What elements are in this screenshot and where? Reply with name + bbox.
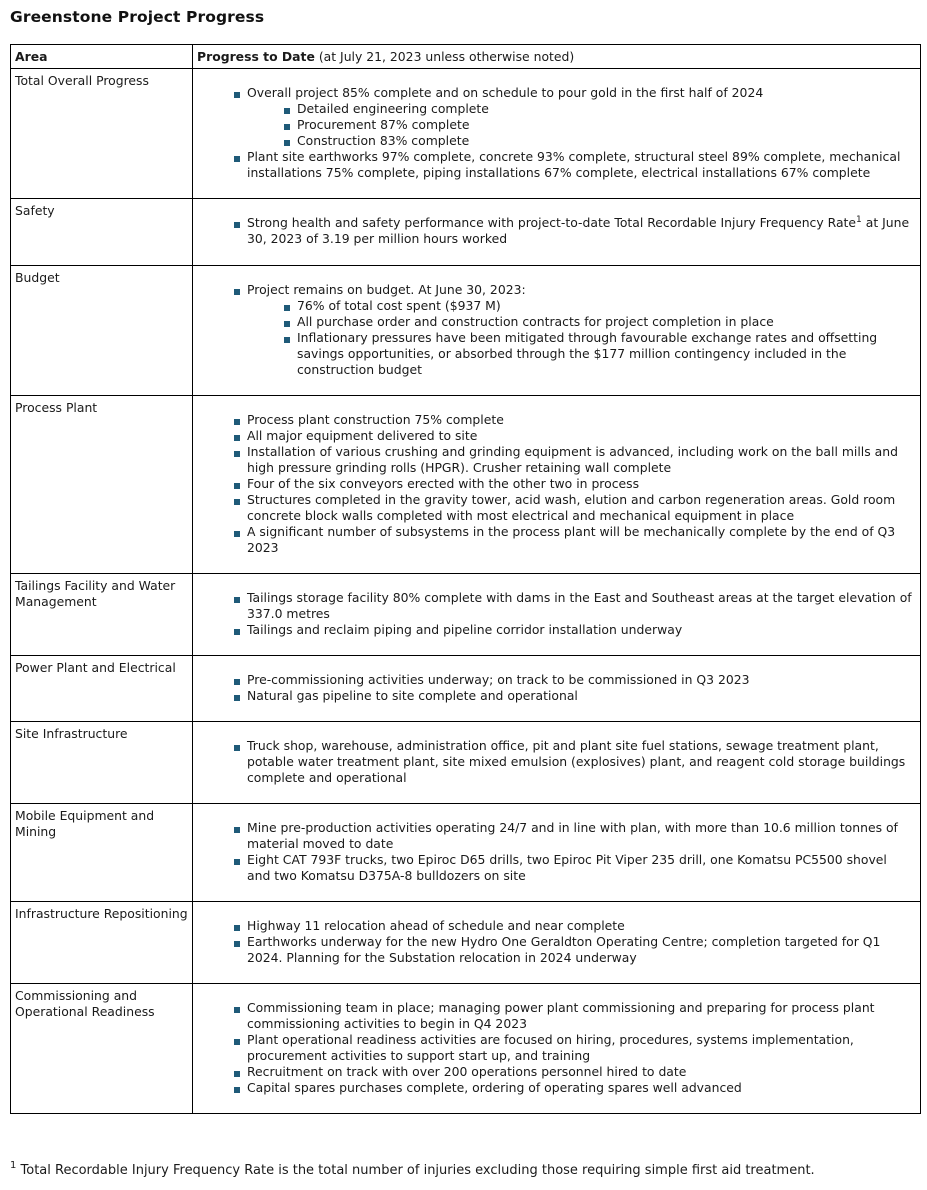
area-cell: Mobile Equipment and Mining (11, 804, 193, 902)
progress-cell (193, 656, 921, 722)
list-item: Commissioning team in place; managing power plant commissioning and preparing for process plant commissioning activities to begin in Q4 2023 (247, 1000, 912, 1032)
footnote (10, 1160, 815, 1179)
list-item (247, 215, 912, 247)
bullet-list (193, 672, 912, 704)
progress-cell (193, 266, 921, 396)
list-item: Four of the six conveyors erected with the other two in process (247, 476, 912, 492)
area-cell: Site Infrastructure (11, 722, 193, 804)
list-item-text: Strong health and safety performance with project-to-date Total Recordable Injury Frequency Rate (247, 215, 857, 230)
list-item: Mine pre-production activities operating 24/7 and in line with plan, with more than 10.6 million tonnes of material moved to date (247, 820, 912, 852)
bullet-list (193, 412, 912, 556)
progress-cell (193, 199, 921, 266)
progress-cell (193, 902, 921, 984)
table-row-tailings-facility (11, 574, 921, 656)
table-row-mobile-equipment (11, 804, 921, 902)
footnote-marker: 1 (10, 1160, 17, 1171)
list-item: Highway 11 relocation ahead of schedule and near complete (247, 918, 912, 934)
footnote-text: Total Recordable Injury Frequency Rate is the total number of injuries excluding those requiring simple first aid treatment. (16, 1163, 815, 1178)
sub-list-item: 76% of total cost spent ($937 M) (297, 298, 912, 314)
list-item: Pre-commissioning activities underway; on track to be commissioned in Q3 2023 (247, 672, 912, 688)
list-item: Natural gas pipeline to site complete and operational (247, 688, 912, 704)
table-row-total-overall-progress (11, 69, 921, 199)
table-row-site-infrastructure (11, 722, 921, 804)
table-row-safety (11, 199, 921, 266)
area-cell: Power Plant and Electrical (11, 656, 193, 722)
list-item: Structures completed in the gravity tower, acid wash, elution and carbon regeneration areas. Gold room concrete block walls completed with most electrical and mechanical equipment in place (247, 492, 912, 524)
table-row-infrastructure-repositioning (11, 902, 921, 984)
bullet-list (193, 215, 912, 247)
sub-list-item: Inflationary pressures have been mitigated through favourable exchange rates and offsetting savings opportunities, or absorbed through the $177 million contingency included in the construction budget (297, 330, 912, 378)
progress-cell (193, 804, 921, 902)
list-item-text-continued: at June 30, 2023 of 3.19 per million hours worked (247, 215, 910, 246)
bullet-list (193, 590, 912, 638)
column-header-area (11, 45, 193, 69)
area-cell: Safety (11, 199, 193, 266)
sub-list-item: Detailed engineering complete (297, 101, 912, 117)
list-item: Plant site earthworks 97% complete, concrete 93% complete, structural steel 89% complete, mechanical installations 75% complete, piping installations 67% complete, electrical installations 67% complete (247, 149, 912, 181)
list-item-text: Project remains on budget. At June 30, 2023: (247, 282, 526, 297)
area-cell: Infrastructure Repositioning (11, 902, 193, 984)
bullet-list (193, 1000, 912, 1096)
area-cell: Total Overall Progress (11, 69, 193, 199)
sub-bullet-list (247, 298, 912, 378)
progress-header-note: (at July 21, 2023 unless otherwise noted) (318, 49, 575, 64)
bullet-list (193, 918, 912, 966)
table-header-row (11, 45, 921, 69)
list-item: Installation of various crushing and grinding equipment is advanced, including work on the ball mills and high pressure grinding rolls (HPGR). Crusher retaining wall complete (247, 444, 912, 476)
area-cell: Budget (11, 266, 193, 396)
area-cell: Process Plant (11, 396, 193, 574)
list-item-text: Overall project 85% complete and on schedule to pour gold in the first half of 2024 (247, 85, 764, 100)
progress-cell (193, 69, 921, 199)
sub-list-item: Construction 83% complete (297, 133, 912, 149)
area-cell: Tailings Facility and Water Management (11, 574, 193, 656)
list-item: Tailings and reclaim piping and pipeline corridor installation underway (247, 622, 912, 638)
list-item: A significant number of subsystems in the process plant will be mechanically complete by the end of Q3 2023 (247, 524, 912, 556)
page-title: Greenstone Project Progress (10, 8, 265, 26)
sub-bullet-list (247, 101, 912, 149)
progress-cell (193, 722, 921, 804)
bullet-list (193, 820, 912, 884)
bullet-list (193, 282, 912, 378)
area-header-label: Area (15, 49, 48, 64)
progress-cell (193, 984, 921, 1114)
progress-cell (193, 396, 921, 574)
list-item: All major equipment delivered to site (247, 428, 912, 444)
list-item: Tailings storage facility 80% complete with dams in the East and Southeast areas at the target elevation of 337.0 metres (247, 590, 912, 621)
table-row-process-plant (11, 396, 921, 574)
progress-header-label: Progress to Date (197, 49, 315, 64)
list-item: Plant operational readiness activities are focused on hiring, procedures, systems implementation, procurement activities to support start up, and training (247, 1032, 912, 1064)
list-item (247, 282, 912, 378)
sub-list-item: Procurement 87% complete (297, 117, 912, 133)
footnote-reference: 1 (856, 215, 862, 225)
progress-table (10, 44, 921, 1114)
column-header-progress (193, 45, 921, 69)
list-item: Truck shop, warehouse, administration office, pit and plant site fuel stations, sewage treatment plant, potable water treatment plant, site mixed emulsion (explosives) plant, and reagent cold storage buildings complete and operational (247, 738, 912, 786)
bullet-list (193, 85, 912, 181)
table-row-power-plant (11, 656, 921, 722)
progress-cell (193, 574, 921, 656)
area-cell: Commissioning and Operational Readiness (11, 984, 193, 1114)
sub-list-item: All purchase order and construction contracts for project completion in place (297, 314, 912, 330)
table-row-budget (11, 266, 921, 396)
list-item: Process plant construction 75% complete (247, 412, 912, 428)
bullet-list (193, 738, 912, 786)
list-item: Eight CAT 793F trucks, two Epiroc D65 drills, two Epiroc Pit Viper 235 drill, one Komatsu PC5500 shovel and two Komatsu D375A-8 bulldozers on site (247, 852, 912, 884)
list-item: Capital spares purchases complete, ordering of operating spares well advanced (247, 1080, 912, 1096)
list-item: Recruitment on track with over 200 operations personnel hired to date (247, 1064, 912, 1080)
list-item (247, 85, 912, 149)
table-row-commissioning (11, 984, 921, 1114)
list-item: Earthworks underway for the new Hydro One Geraldton Operating Centre; completion targeted for Q1 2024. Planning for the Substation relocation in 2024 underway (247, 934, 912, 966)
